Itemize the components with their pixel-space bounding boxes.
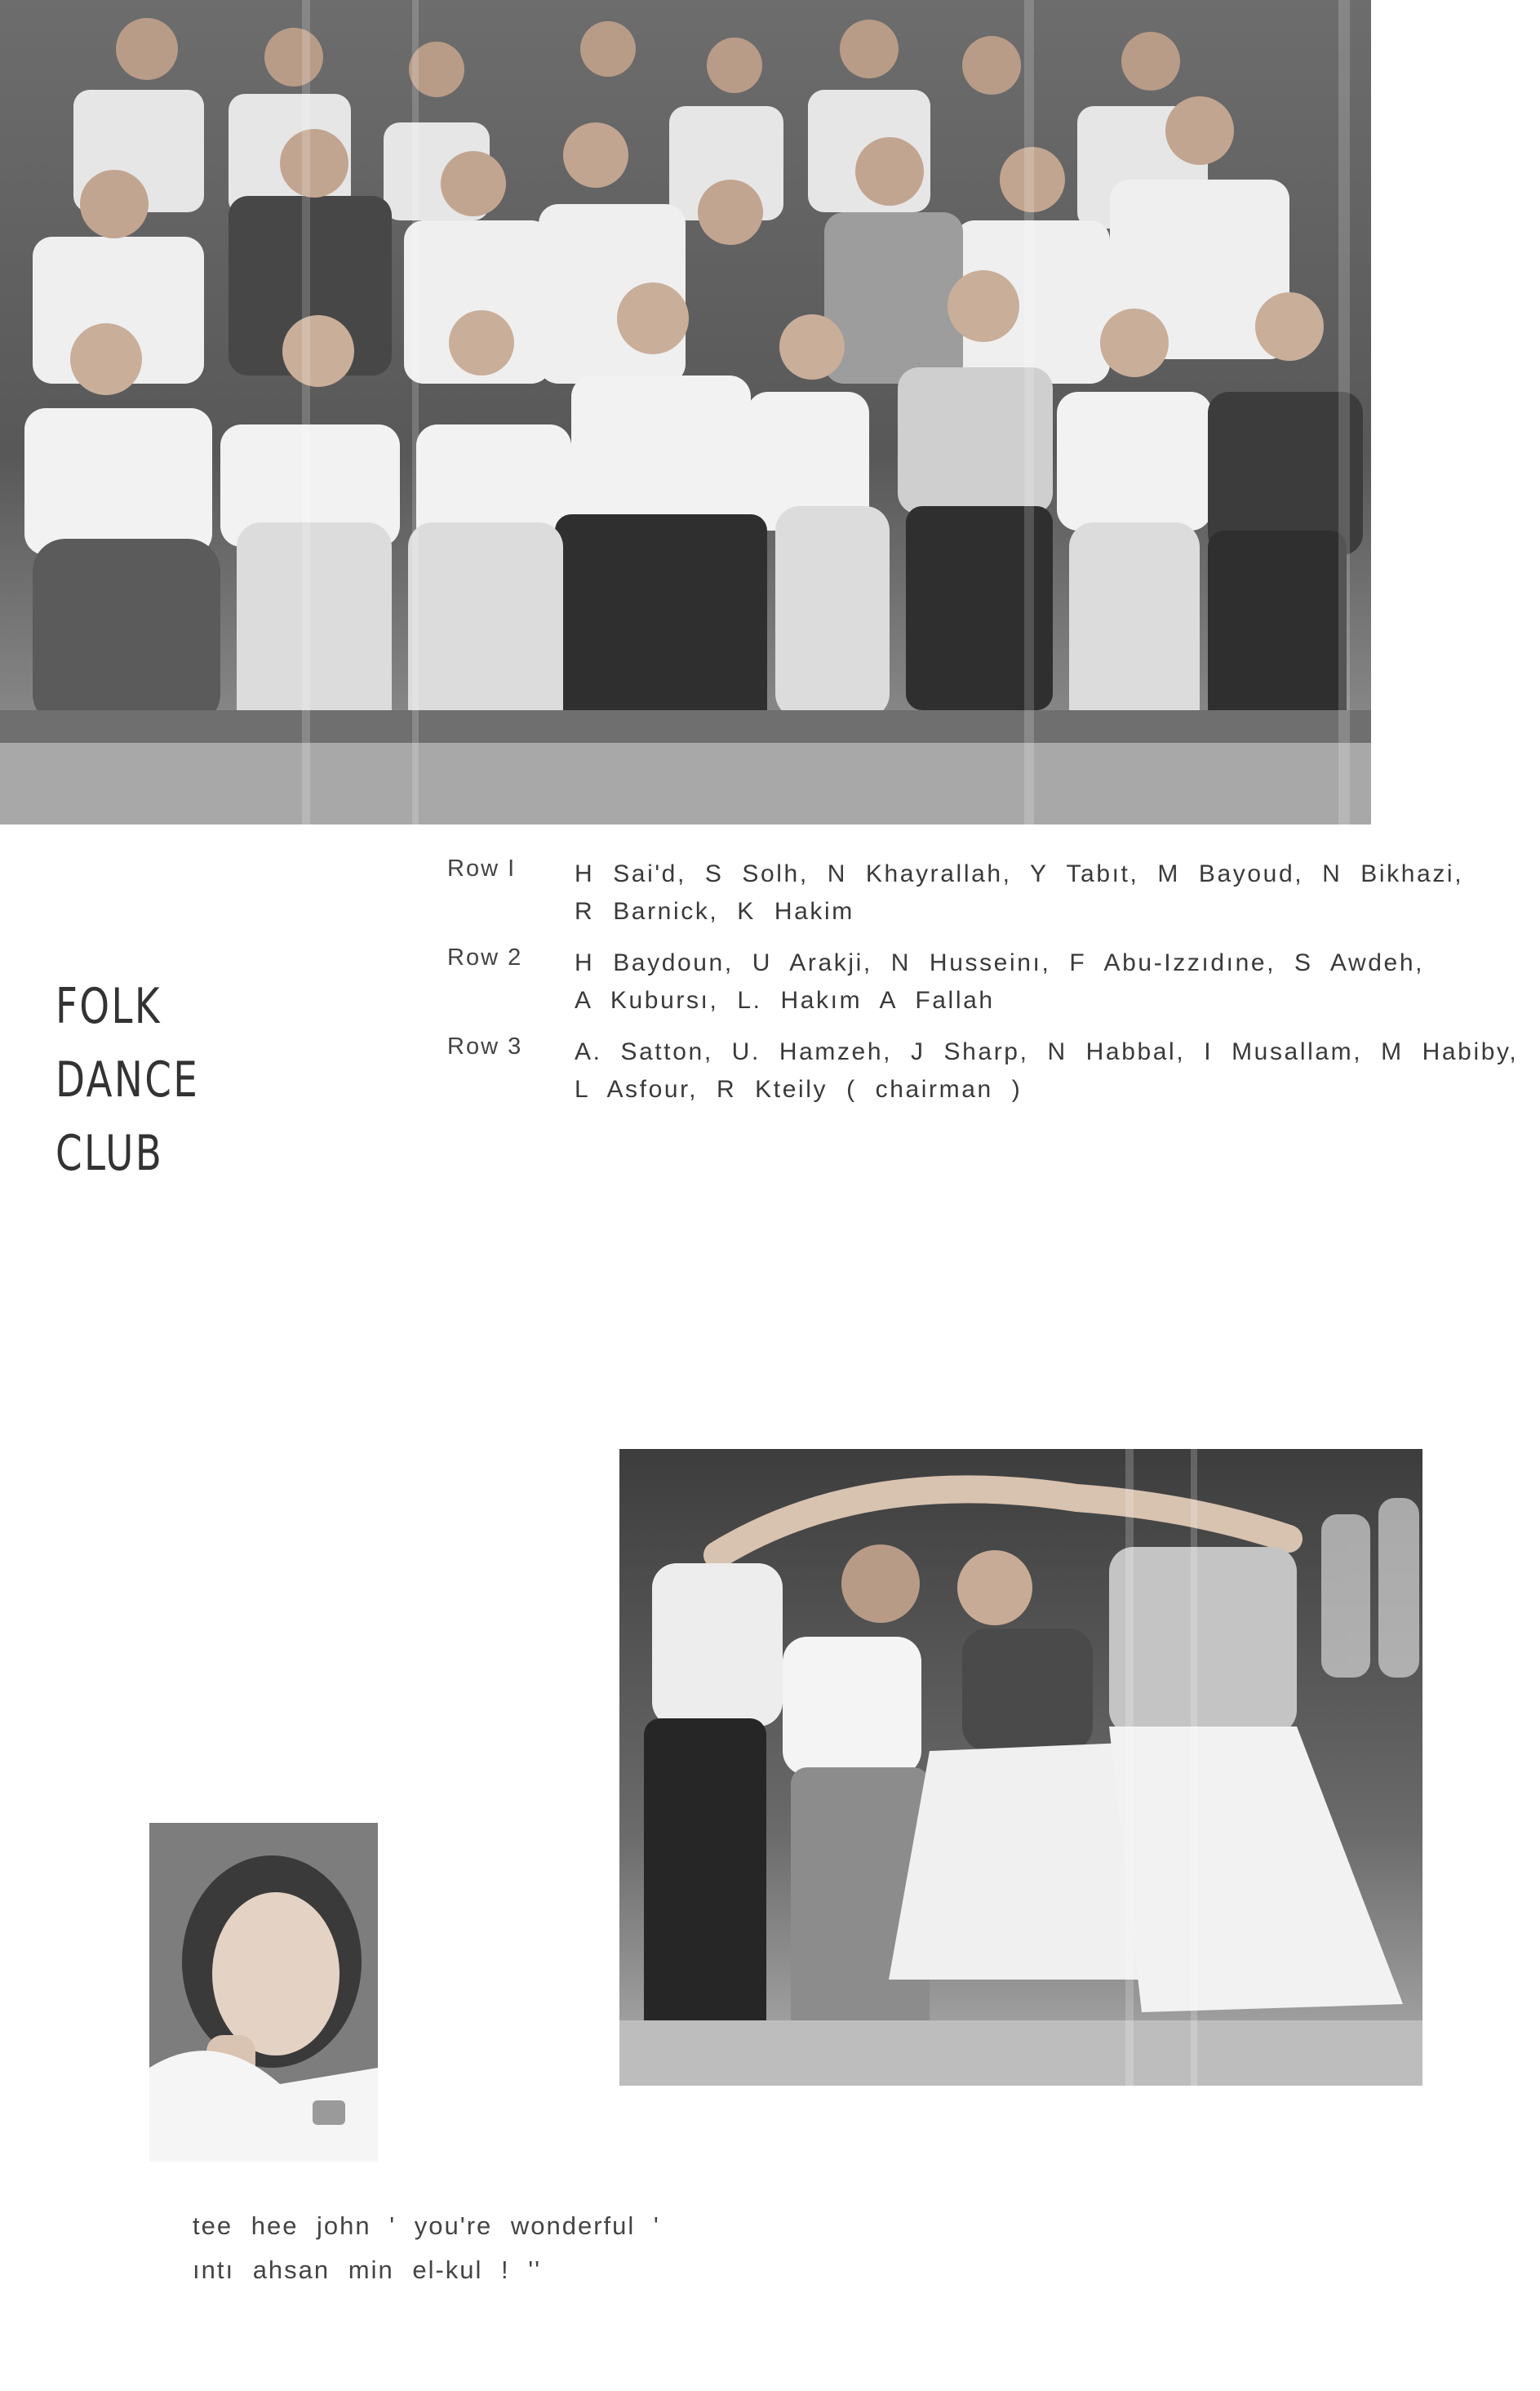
row-names-line: R Barnick, K Hakim — [575, 898, 854, 925]
member-row-1 — [447, 856, 1524, 931]
group-photo — [0, 0, 1371, 824]
caption-line-2: ıntı ahsan min el-kul ! '' — [193, 2255, 542, 2284]
member-rows — [447, 856, 1524, 1122]
dance-photo — [619, 1449, 1422, 2086]
row-label: Row I — [447, 856, 517, 882]
row-label: Row 3 — [447, 1033, 523, 1060]
member-row-2 — [447, 944, 1524, 1020]
row-names-line: A. Satton, U. Hamzeh, J Sharp, N Habbal, I Musallam, M Habiby, — [575, 1038, 1519, 1065]
row-names-line: L Asfour, R Kteily ( chairman ) — [575, 1076, 1023, 1103]
row-names-line: H Baydoun, U Arakji, N Husseinı, F Abu-Izzıdıne, S Awdeh, — [575, 949, 1425, 976]
portrait-photo — [149, 1823, 378, 2162]
portrait-caption — [193, 2204, 927, 2292]
row-names — [575, 1033, 1524, 1109]
row-names — [575, 944, 1524, 1020]
row-label: Row 2 — [447, 944, 523, 971]
caption-line-1: tee hee john ' you're wonderful ' — [193, 2211, 660, 2240]
row-names-line: H Sai'd, S Solh, N Khayrallah, Y Tabıt, M Bayoud, N Bikhazi, — [575, 860, 1464, 887]
row-names — [575, 856, 1524, 931]
club-title-line-2: CLUB — [55, 1125, 164, 1182]
club-title — [55, 970, 265, 1190]
row-names-line: A Kubursı, L. Hakım A Fallah — [575, 987, 995, 1014]
member-row-3 — [447, 1033, 1524, 1109]
club-title-line-1: FOLK DANCE — [55, 978, 200, 1109]
